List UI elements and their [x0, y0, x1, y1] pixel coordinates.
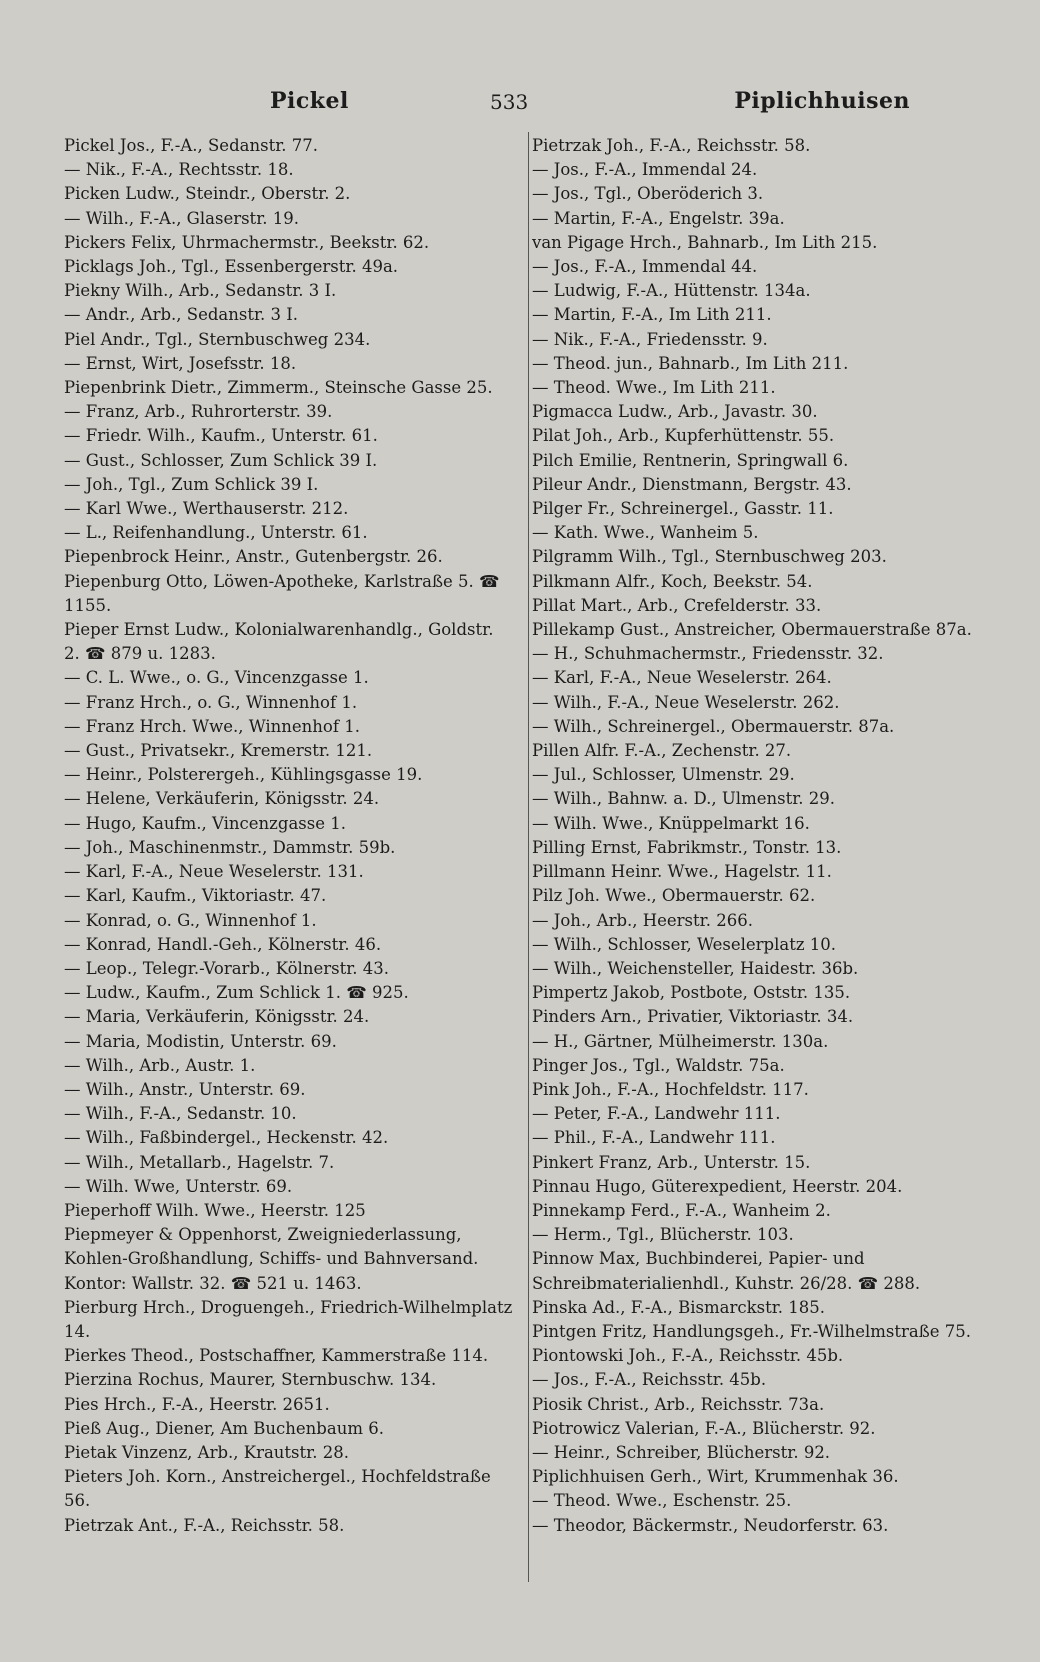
directory-entry: — Jos., F.-A., Reichsstr. 45b.: [532, 1370, 767, 1390]
directory-entry: — Herm., Tgl., Blücherstr. 103.: [532, 1225, 794, 1245]
directory-entry: Piepenbrock Heinr., Anstr., Gutenbergstr. 26.: [64, 547, 443, 567]
directory-entry: — H., Gärtner, Mülheimerstr. 130a.: [532, 1031, 829, 1051]
directory-entry: — Helene, Verkäuferin, Königsstr. 24.: [64, 789, 380, 809]
directory-entry: — Jul., Schlosser, Ulmenstr. 29.: [532, 765, 795, 785]
directory-entry: — Wilh., Arb., Austr. 1.: [64, 1055, 256, 1075]
directory-entry: Piontowski Joh., F.-A., Reichsstr. 45b.: [532, 1346, 844, 1366]
directory-entry: — Wilh., Anstr., Unterstr. 69.: [64, 1079, 306, 1099]
directory-entry: van Pigage Hrch., Bahnarb., Im Lith 215.: [532, 232, 878, 252]
directory-entry: — Maria, Verkäuferin, Königsstr. 24.: [64, 1007, 370, 1027]
directory-entry: — Peter, F.-A., Landwehr 111.: [532, 1104, 781, 1124]
directory-entry: — Wilh., F.-A., Sedanstr. 10.: [64, 1104, 297, 1124]
directory-entry: Piekny Wilh., Arb., Sedanstr. 3 I.: [64, 281, 337, 301]
directory-entry: — Franz Hrch. Wwe., Winnenhof 1.: [64, 716, 360, 736]
directory-entry: — Joh., Maschinenmstr., Dammstr. 59b.: [64, 837, 396, 857]
directory-entry: Pietrzak Joh., F.-A., Reichsstr. 58.: [532, 136, 811, 155]
directory-entry: — Jos., F.-A., Immendal 24.: [532, 160, 758, 180]
directory-entry: — Gust., Privatsekr., Kremerstr. 121.: [64, 741, 373, 761]
directory-entry: Pillat Mart., Arb., Crefelderstr. 33.: [532, 595, 822, 615]
directory-entry: Pilch Emilie, Rentnerin, Springwall 6.: [532, 450, 849, 470]
directory-entry: Pinnow Max, Buchbinderei, Papier- und Schreibmaterialienhdl., Kuhstr. 26/28. ☎ 288.: [532, 1249, 921, 1293]
directory-entry: — Heinr., Schreiber, Blücherstr. 92.: [532, 1442, 831, 1462]
directory-entry: Pileur Andr., Dienstmann, Bergstr. 43.: [532, 474, 852, 494]
directory-entry: — Karl, F.-A., Neue Weselerstr. 264.: [532, 668, 832, 688]
directory-entry: Piplichhuisen Gerh., Wirt, Krummenhak 36.: [532, 1467, 899, 1487]
directory-entry: — Wilh. Wwe, Unterstr. 69.: [64, 1176, 293, 1196]
directory-entry: Pinska Ad., F.-A., Bismarckstr. 185.: [532, 1297, 825, 1317]
directory-entry: — Karl, Kaufm., Viktoriastr. 47.: [64, 886, 327, 906]
directory-entry: — Nik., F.-A., Rechtsstr. 18.: [64, 160, 294, 180]
directory-entry: — Hugo, Kaufm., Vincenzgasse 1.: [64, 813, 346, 833]
directory-entry: — Wilh., F.-A., Glaserstr. 19.: [64, 208, 299, 228]
directory-entry: — Nik., F.-A., Friedensstr. 9.: [532, 329, 768, 349]
directory-entry: — C. L. Wwe., o. G., Vincenzgasse 1.: [64, 668, 369, 688]
directory-entry: — Martin, F.-A., Engelstr. 39a.: [532, 208, 785, 228]
directory-entry: Piel Andr., Tgl., Sternbuschweg 234.: [64, 329, 371, 349]
directory-entry: Picken Ludw., Steindr., Oberstr. 2.: [64, 184, 351, 204]
directory-entry: — H., Schuhmachermstr., Friedensstr. 32.: [532, 644, 884, 664]
directory-entry: — Joh., Arb., Heerstr. 266.: [532, 910, 753, 930]
directory-entry: — Wilh., Schlosser, Weselerplatz 10.: [532, 934, 837, 954]
directory-entry: Pillekamp Gust., Anstreicher, Obermauerstraße 87a.: [532, 620, 972, 640]
directory-entry: Pieters Joh. Korn., Anstreichergel., Hochfeldstraße 56.: [64, 1467, 491, 1511]
directory-entry: — Friedr. Wilh., Kaufm., Unterstr. 61.: [64, 426, 378, 446]
right-column: [532, 134, 980, 1538]
directory-entry: — Phil., F.-A., Landwehr 111.: [532, 1128, 776, 1148]
directory-entry: Pinders Arn., Privatier, Viktoriastr. 34.: [532, 1007, 854, 1027]
directory-entry: — Ludw., Kaufm., Zum Schlick 1. ☎ 925.: [64, 983, 409, 1003]
directory-entry: — Kath. Wwe., Wanheim 5.: [532, 523, 759, 543]
directory-entry: — Wilh., Weichensteller, Haidestr. 36b.: [532, 958, 859, 978]
directory-entry: — Gust., Schlosser, Zum Schlick 39 I.: [64, 450, 378, 470]
directory-entry: Pickel Jos., F.-A., Sedanstr. 77.: [64, 136, 319, 155]
directory-entry: Pieß Aug., Diener, Am Buchenbaum 6.: [64, 1418, 384, 1438]
directory-entry: — L., Reifenhandlung., Unterstr. 61.: [64, 523, 368, 543]
directory-entry: Pinnau Hugo, Güterexpedient, Heerstr. 204.: [532, 1176, 903, 1196]
directory-entry: — Wilh., F.-A., Neue Weselerstr. 262.: [532, 692, 840, 712]
header-left-word: Pickel: [270, 88, 349, 114]
directory-entry: — Franz, Arb., Ruhrorterstr. 39.: [64, 402, 333, 422]
directory-entry: Piosik Christ., Arb., Reichsstr. 73a.: [532, 1394, 825, 1414]
directory-entry: Piepenbrink Dietr., Zimmerm., Steinsche Gasse 25.: [64, 378, 493, 398]
directory-entry: — Theod. Wwe., Im Lith 211.: [532, 378, 776, 398]
directory-entry: — Joh., Tgl., Zum Schlick 39 I.: [64, 474, 319, 494]
directory-entry: — Wilh., Faßbindergel., Heckenstr. 42.: [64, 1128, 389, 1148]
page-number: 533: [490, 90, 529, 114]
directory-entry: — Maria, Modistin, Unterstr. 69.: [64, 1031, 337, 1051]
directory-entry: Pimpertz Jakob, Postbote, Oststr. 135.: [532, 983, 851, 1003]
directory-entry: Pink Joh., F.-A., Hochfeldstr. 117.: [532, 1079, 809, 1099]
directory-entry: Pilz Joh. Wwe., Obermauerstr. 62.: [532, 886, 816, 906]
directory-entry: — Leop., Telegr.-Vorarb., Kölnerstr. 43.: [64, 958, 390, 978]
header-right-word: Piplichhuisen: [734, 88, 910, 114]
directory-entry: — Heinr., Polsterergeh., Kühlingsgasse 19.: [64, 765, 423, 785]
directory-entry: Pilat Joh., Arb., Kupferhüttenstr. 55.: [532, 426, 835, 446]
directory-entry: Pintgen Fritz, Handlungsgeh., Fr.-Wilhelmstraße 75.: [532, 1321, 971, 1341]
directory-entry: Pilger Fr., Schreinergel., Gasstr. 11.: [532, 499, 834, 519]
directory-entry: Pierkes Theod., Postschaffner, Kammerstraße 114.: [64, 1346, 489, 1366]
directory-entry: Piepenburg Otto, Löwen-Apotheke, Karlstraße 5. ☎ 1155.: [64, 571, 500, 615]
directory-entry: Pinkert Franz, Arb., Unterstr. 15.: [532, 1152, 811, 1172]
directory-entry: Pietrzak Ant., F.-A., Reichsstr. 58.: [64, 1515, 345, 1535]
directory-entry: — Ernst, Wirt, Josefsstr. 18.: [64, 353, 297, 373]
directory-entry: — Theod. jun., Bahnarb., Im Lith 211.: [532, 353, 849, 373]
directory-entry: — Ludwig, F.-A., Hüttenstr. 134a.: [532, 281, 811, 301]
directory-entry: — Jos., F.-A., Immendal 44.: [532, 257, 758, 277]
directory-entry: — Jos., Tgl., Oberöderich 3.: [532, 184, 764, 204]
directory-entry: — Konrad, o. G., Winnenhof 1.: [64, 910, 317, 930]
directory-entry: — Theodor, Bäckermstr., Neudorferstr. 63.: [532, 1515, 889, 1535]
directory-entry: Piotrowicz Valerian, F.-A., Blücherstr. 92.: [532, 1418, 876, 1438]
directory-entry: Pierzina Rochus, Maurer, Sternbuschw. 134.: [64, 1370, 437, 1390]
directory-entry: Pietak Vinzenz, Arb., Krautstr. 28.: [64, 1442, 349, 1462]
directory-entry: — Wilh., Schreinergel., Obermauerstr. 87a.: [532, 716, 895, 736]
directory-entry: Pinnekamp Ferd., F.-A., Wanheim 2.: [532, 1200, 831, 1220]
directory-entry: Pillen Alfr. F.-A., Zechenstr. 27.: [532, 741, 792, 761]
directory-entry: Pigmacca Ludw., Arb., Javastr. 30.: [532, 402, 818, 422]
directory-entry: — Wilh., Bahnw. a. D., Ulmenstr. 29.: [532, 789, 836, 809]
directory-entry: Pillmann Heinr. Wwe., Hagelstr. 11.: [532, 862, 832, 882]
directory-entry: Pieper Ernst Ludw., Kolonialwarenhandlg., Goldstr. 2. ☎ 879 u. 1283.: [64, 620, 494, 664]
column-divider: [528, 132, 529, 1582]
directory-entry: Pilling Ernst, Fabrikmstr., Tonstr. 13.: [532, 837, 842, 857]
directory-entry: Picklags Joh., Tgl., Essenbergerstr. 49a.: [64, 257, 399, 277]
page-header: [60, 88, 980, 124]
directory-entry: Pies Hrch., F.-A., Heerstr. 2651.: [64, 1394, 330, 1414]
directory-entry: Pilkmann Alfr., Koch, Beekstr. 54.: [532, 571, 813, 591]
directory-entry: — Konrad, Handl.-Geh., Kölnerstr. 46.: [64, 934, 382, 954]
directory-entry: Piepmeyer & Oppenhorst, Zweigniederlassung, Kohlen-Großhandlung, Schiffs- und Bahnversand. Kontor: Wallstr. 32. ☎ 521 u. 1463.: [64, 1225, 479, 1293]
directory-entry: Pilgramm Wilh., Tgl., Sternbuschweg 203.: [532, 547, 887, 567]
directory-entry: — Karl, F.-A., Neue Weselerstr. 131.: [64, 862, 364, 882]
directory-entry: — Theod. Wwe., Eschenstr. 25.: [532, 1491, 792, 1511]
directory-entry: — Martin, F.-A., Im Lith 211.: [532, 305, 772, 325]
directory-entry: — Wilh. Wwe., Knüppelmarkt 16.: [532, 813, 810, 833]
directory-entry: — Karl Wwe., Werthauserstr. 212.: [64, 499, 349, 519]
directory-entry: Pieperhoff Wilh. Wwe., Heerstr. 125: [64, 1200, 366, 1220]
left-column: [64, 134, 514, 1538]
directory-entry: — Wilh., Metallarb., Hagelstr. 7.: [64, 1152, 335, 1172]
directory-entry: — Franz Hrch., o. G., Winnenhof 1.: [64, 692, 358, 712]
directory-entry: Pierburg Hrch., Droguengeh., Friedrich-Wilhelmplatz 14.: [64, 1297, 513, 1341]
directory-entry: Pinger Jos., Tgl., Waldstr. 75a.: [532, 1055, 785, 1075]
directory-entry: — Andr., Arb., Sedanstr. 3 I.: [64, 305, 299, 325]
directory-entry: Pickers Felix, Uhrmachermstr., Beekstr. 62.: [64, 232, 430, 252]
